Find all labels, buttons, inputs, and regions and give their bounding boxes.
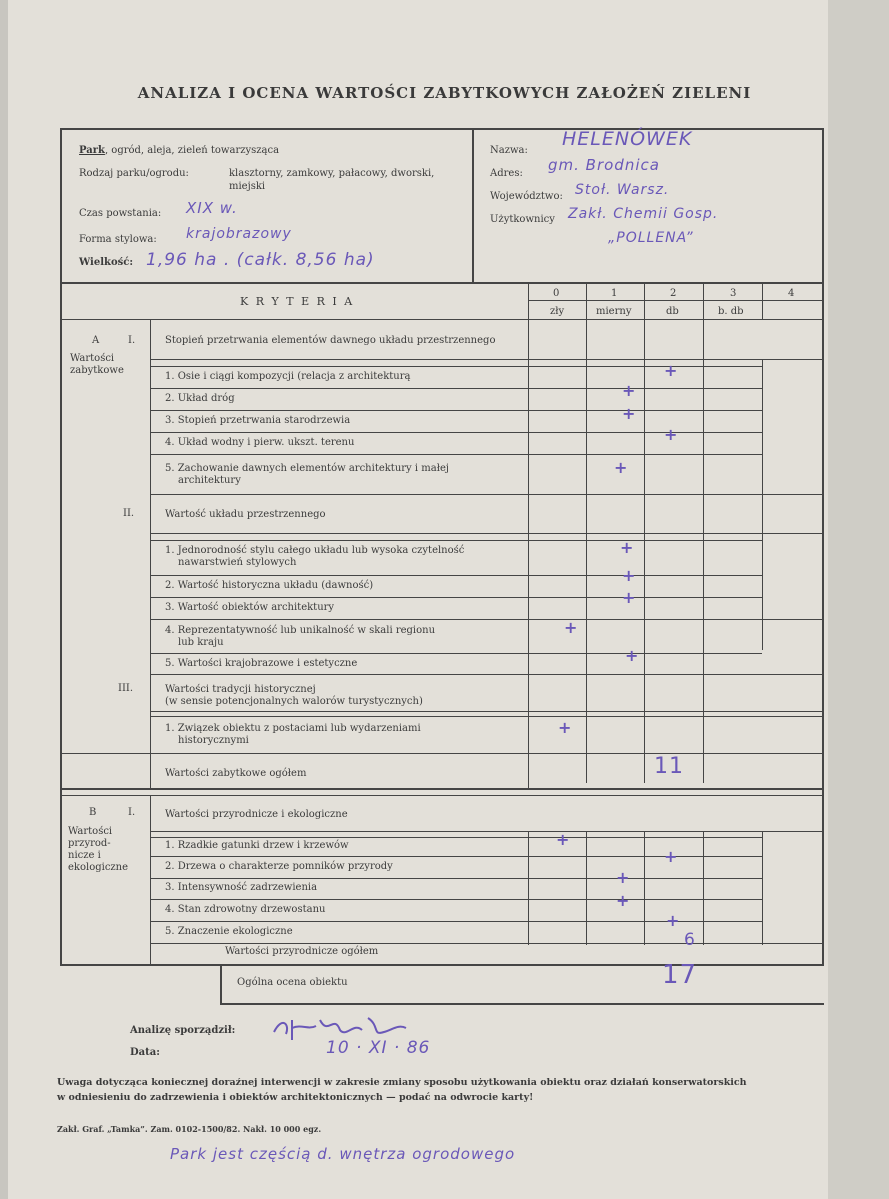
a1-title: Stopień przetrwania elementów dawnego układu przestrzennego — [165, 335, 496, 346]
uzyt-value-2: „POLLENA” — [608, 230, 694, 246]
mark-b1-4: + — [616, 891, 630, 910]
form-sheet — [8, 0, 828, 1199]
nazwa-value: HELENÓWEK — [562, 128, 693, 150]
a3-title: Wartości tradycji historycznej — [165, 684, 316, 695]
a-total-label: Wartości zabytkowe ogółem — [165, 768, 307, 779]
mark-a2-2: + — [622, 566, 636, 585]
rodzaj-options-2: miejski — [229, 181, 266, 192]
mark-a3-1: + — [558, 718, 572, 737]
mark-b1-3: + — [616, 868, 630, 887]
scale-1-label: mierny — [596, 306, 632, 317]
section-a-letter: A — [92, 335, 100, 346]
frame-bottom — [60, 964, 824, 966]
adres-label: Adres: — [490, 168, 523, 179]
a2-title: Wartość układu przestrzennego — [165, 509, 326, 520]
a2-item-3: 3. Wartość obiektów architektury — [165, 602, 335, 613]
a1-item-5-cont: architektury — [178, 475, 241, 486]
b1-item-2: 2. Drzewa o charakterze pomników przyrody — [165, 861, 393, 872]
b1-item-5: 5. Znaczenie ekologiczne — [165, 926, 293, 937]
mark-a2-5: + — [625, 646, 639, 665]
a3-title-2: (w sensie potencjonalnych walorów turystycznych) — [165, 696, 423, 707]
mark-a1-4: + — [664, 425, 678, 444]
uzyt-value: Zakł. Chemii Gosp. — [568, 206, 719, 222]
section-b-letter: B — [89, 807, 97, 818]
a1-item-5: 5. Zachowanie dawnych elementów architektury i małej — [165, 463, 449, 474]
mark-a1-3: + — [622, 404, 636, 423]
woj-label: Województwo: — [490, 191, 563, 202]
rodzaj-label: Rodzaj parku/ogrodu: — [79, 168, 189, 179]
mark-b1-5: + — [666, 911, 680, 930]
frame-left — [60, 128, 62, 966]
scale-3-label: b. db — [718, 306, 744, 317]
b1-item-3: 3. Intensywność zadrzewienia — [165, 882, 318, 893]
scale-1-num: 1 — [611, 288, 618, 299]
rodzaj-options: klasztorny, zamkowy, pałacowy, dworski, — [229, 168, 435, 179]
kryteria-label: K R Y T E R I A — [240, 295, 355, 308]
print-info: Zakł. Graf. „Tamka”. Zam. 0102-1500/82. Nakł. 10 000 egz. — [57, 1124, 322, 1134]
section-b-roman: I. — [128, 807, 136, 818]
type-park: Park — [79, 145, 105, 156]
a2-item-2: 2. Wartość historyczna układu (dawność) — [165, 580, 374, 591]
section-b-name-1: Wartości — [68, 826, 113, 837]
wielkosc-value: 1,96 ha . (całk. 8,56 ha) — [146, 250, 375, 270]
mark-a2-3: + — [622, 588, 636, 607]
scale-4-num: 4 — [788, 288, 795, 299]
header-divider — [60, 282, 824, 284]
section-b-name-2: przyrod- — [68, 838, 111, 849]
b1-title: Wartości przyrodnicze i ekologiczne — [165, 809, 348, 820]
nazwa-label: Nazwa: — [490, 145, 528, 156]
mark-a2-4: + — [564, 618, 578, 637]
adres-value: gm. Brodnica — [548, 156, 660, 174]
section-b-name-3: nicze i — [68, 850, 101, 861]
a1-item-1: 1. Osie i ciągi kompozycji (relacja z architekturą — [165, 371, 411, 382]
data-value: 10 · XI · 86 — [326, 1038, 431, 1058]
a1-item-3: 3. Stopień przetrwania starodrzewia — [165, 415, 351, 426]
a2-roman: II. — [123, 508, 135, 519]
b1-item-1: 1. Rzadkie gatunki drzew i krzewów — [165, 840, 349, 851]
handwritten-note: Park jest częścią d. wnętrza ogrodowego — [170, 1145, 516, 1163]
a-total-value: 11 — [654, 754, 684, 779]
a2-item-4: 4. Reprezentatywność lub unikalność w skali regionu — [165, 625, 436, 636]
czas-label: Czas powstania: — [79, 208, 162, 219]
uwaga-line-1: Uwaga dotycząca koniecznej doraźnej interwencji w zakresie zmiany sposobu użytkowania obiektu oraz działań konserwatorskich — [57, 1077, 747, 1088]
b1-item-4: 4. Stan zdrowotny drzewostanu — [165, 904, 326, 915]
section-b-name-4: ekologiczne — [68, 862, 129, 873]
header-mid — [472, 128, 474, 283]
mark-a1-5: + — [614, 458, 628, 477]
frame-right — [822, 128, 824, 966]
frame-top — [60, 128, 824, 130]
a3-roman: III. — [118, 683, 134, 694]
data-label: Data: — [130, 1047, 160, 1058]
section-a-name: Wartości — [70, 353, 115, 364]
forma-label: Forma stylowa: — [79, 234, 157, 245]
uzyt-label: Użytkownicy — [490, 214, 555, 225]
a2-item-4-cont: lub kraju — [178, 637, 224, 648]
b-total-label: Wartości przyrodnicze ogółem — [225, 946, 379, 957]
forma-value: krajobrazowy — [186, 226, 292, 242]
sporzadzil-label: Analizę sporządził: — [130, 1025, 236, 1036]
wielkosc-label: Wielkość: — [79, 257, 134, 268]
a1-item-4: 4. Układ wodny i pierw. ukszt. terenu — [165, 437, 355, 448]
woj-value: Stoł. Warsz. — [575, 182, 670, 198]
mark-b1-2: + — [664, 847, 678, 866]
scale-3-num: 3 — [730, 288, 737, 299]
mark-a1-2: + — [622, 381, 636, 400]
scale-2-num: 2 — [670, 288, 677, 299]
scale-0-num: 0 — [553, 288, 560, 299]
page-edge — [828, 0, 889, 1199]
scale-0-label: zły — [550, 306, 565, 317]
a2-item-5: 5. Wartości krajobrazowe i estetyczne — [165, 658, 358, 669]
type-rest: , ogród, aleja, zieleń towarzysząca — [104, 145, 280, 156]
section-a-roman: I. — [128, 335, 136, 346]
scale-2-label: db — [666, 306, 679, 317]
a3-item-1-cont: historycznymi — [178, 735, 249, 746]
a3-item-1: 1. Związek obiektu z postaciami lub wydarzeniami — [165, 723, 421, 734]
a1-item-2: 2. Układ dróg — [165, 393, 235, 404]
mark-a1-1: + — [664, 361, 678, 380]
mark-a2-1: + — [620, 538, 634, 557]
a2-item-1: 1. Jednorodność stylu całego układu lub wysoka czytelność — [165, 545, 465, 556]
mark-b1-1: + — [556, 830, 570, 849]
uwaga-line-2: w odniesieniu do zadrzewienia i obiektów architektonicznych — podać na odwrocie karty! — [57, 1092, 534, 1103]
czas-value: XIX w. — [186, 199, 238, 217]
section-a-name-2: zabytkowe — [70, 365, 124, 376]
overall-value: 17 — [662, 960, 698, 990]
b-total-value: 6 — [684, 930, 696, 950]
overall-label: Ogólna ocena obiektu — [237, 977, 348, 988]
form-title: ANALIZA I OCENA WARTOŚCI ZABYTKOWYCH ZAŁOŻEŃ ZIELENI — [137, 84, 752, 102]
a2-item-1-cont: nawarstwień stylowych — [178, 557, 297, 568]
